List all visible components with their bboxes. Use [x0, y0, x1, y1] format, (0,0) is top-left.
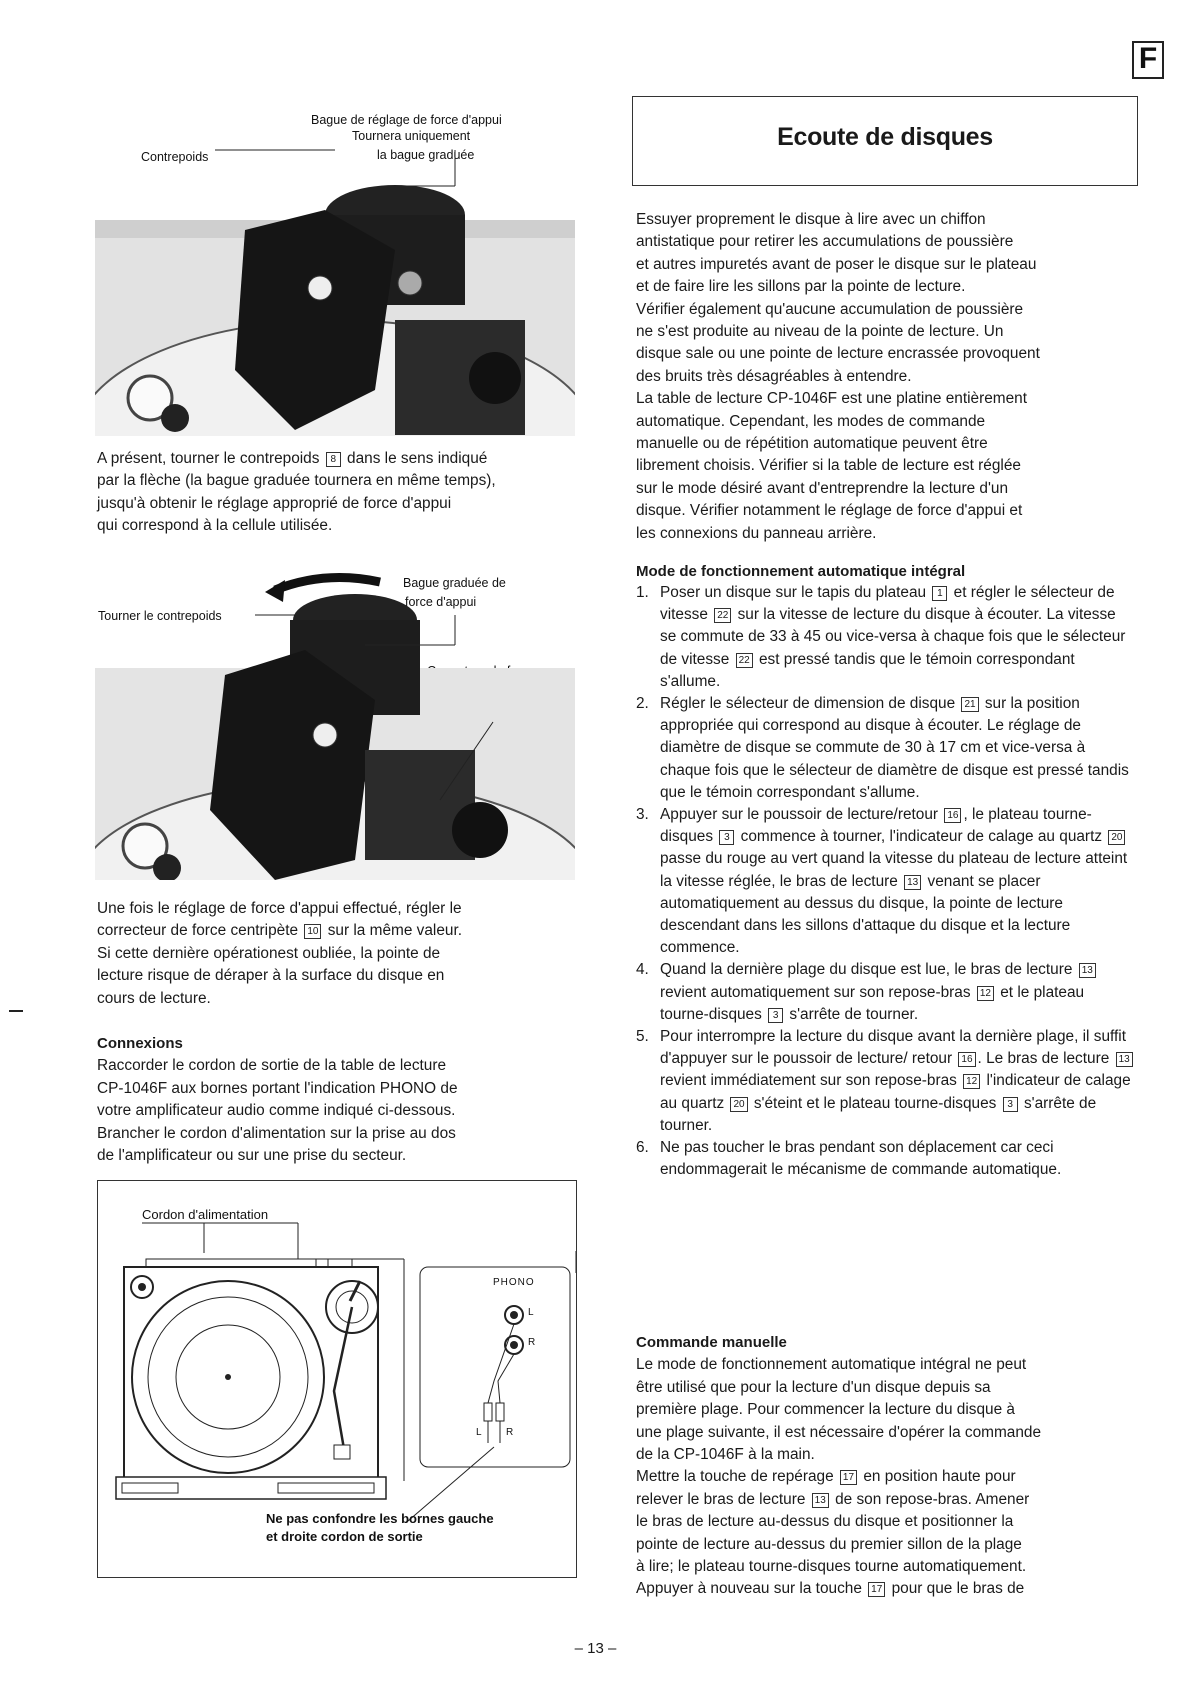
manual-section: Commande manuelle Le mode de fonctionnement automatique intégral ne peut être utilisé que pour la lecture d'un disque depuis sa première plage. Pour commencer la lecture du disque à une plage suivante, il est nécessaire d'opérer la commande de la CP-1046F à la main. Mettre la touche de repérage 17 en position haute pour relever le bras de lecture 13 de son repose-bras. Amener le bras de lecture au-dessus du disque et positionner la pointe de lecture au-dessus du premier sillon de la plage à lire; le plateau tourne-disques tourne automatiquement. Appuyer à nouveau sur la touche 17 pour que le bras de [636, 1332, 1156, 1601]
ref-10: 10 [304, 924, 321, 939]
connection-diagram [97, 1180, 577, 1578]
photo1-label-left: Contrepoids [141, 150, 209, 164]
auto-mode-steps [636, 582, 1136, 1181]
title-box [632, 96, 1138, 186]
phono-r-label: R [528, 1337, 536, 1348]
connexions-heading: Connexions [97, 1035, 183, 1052]
manual-heading: Commande manuelle [636, 1334, 787, 1351]
language-badge: F [1132, 41, 1164, 79]
step-2: 2. Régler le sélecteur de dimension de disque 21 sur la position appropriée qui correspond au disque à écouter. Le réglage de diamètre de disque se commute de 30 à 17 cm et vice-versa à chaque fois que le sélecteur de diamètre de disque est pressé tandis que le témoin correspondant s'allume. [636, 695, 1129, 801]
photo2-label-right1: Bague graduée de [403, 576, 506, 590]
diagram-note-line2: et droite cordon de sortie [266, 1529, 423, 1544]
photo1-label-top1: Bague de réglage de force d'appui [311, 113, 502, 127]
page-title: Ecoute de disques [777, 123, 993, 151]
diagram-note-line1: Ne pas confondre les bornes gauche [266, 1511, 494, 1526]
auto-mode-heading: Mode de fonctionnement automatique intégral [636, 563, 966, 580]
step-5: 5. Pour interrompre la lecture du disque avant la dernière plage, il suffit d'appuyer sur le poussoir de lecture/ retour 16 . Le bras de lecture 13 revient immédiatement sur son repose-bras 12 l'indicateur de calage au quartz 20 s'éteint et le plateau tourne-disques 3 s'arrête de tourner. [636, 1026, 1136, 1137]
plug-r-label: R [506, 1427, 514, 1438]
step-4: 4. Quand la dernière plage du disque est lue, le bras de lecture 13 revient automatiquement sur son repose-bras 12 et le plateau tourne-disques 3 s'arrête de tourner. [636, 959, 1136, 1026]
photo2-caption: Une fois le réglage de force d'appui effectué, régler le correcteur de force centripète 10 sur la même valeur. Si cette dernière opérationest oubliée, la pointe de lecture risque de déraper à la surface du disque en cours de lecture. [97, 900, 463, 1007]
photo-centripetal-corrector [95, 560, 575, 880]
photo1-label-top3: la bague graduée [377, 148, 475, 162]
photo-counterweight [95, 140, 575, 436]
intro-paragraph: Essuyer proprement le disque à lire avec un chiffon antistatique pour retirer les accumulations de poussière et autres impuretés avant de poser le disque sur le plateau et de faire lire les sillons par la pointe de lecture. Vérifier également qu'aucune accumulation de poussière ne s'est produite au niveau de la pointe de lecture. Un disque sale ou une pointe de lecture encrassée provoquent des bruits très désagréables à entendre. La table de lecture CP-1046F est une platine entièrement automatique. Cependant, les modes de commande manuelle ou de répétition automatique peuvent être librement choisis. Vérifier si la table de lecture est réglée sur le mode désiré avant d'entreprendre la lecture d'un disque. Vérifier notamment le réglage de force d'appui et les connexions du panneau arrière. [636, 211, 1040, 542]
margin-mark [9, 1010, 23, 1012]
photo2-label-right2: force d'appui [405, 595, 477, 609]
ref-8: 8 [326, 452, 341, 467]
power-cord-label: Cordon d'alimentation [142, 1207, 269, 1222]
photo1-caption: A présent, tourner le contrepoids 8 dans le sens indiqué par la flèche (la bague graduée tournera en même temps), jusqu'à obtenir le réglage approprié de force d'appui qui correspond à la cellule utilisée. [97, 450, 496, 535]
page-number: – 13 – [574, 1640, 617, 1657]
auto-mode-section [636, 562, 1136, 1181]
phono-label: PHONO [493, 1277, 535, 1288]
photo1-label-top2: Tournera uniquement [352, 129, 471, 143]
photo2-label-left: Tourner le contrepoids [98, 609, 222, 623]
phono-l-label: L [528, 1307, 534, 1318]
step-3: 3. Appuyer sur le poussoir de lecture/retour 16 , le plateau tourne-disques 3 commence à tourner, l'indicateur de calage au quartz 20 passe du rouge au vert quand la vitesse du plateau de lecture atteint la vitesse réglée, le bras de lecture 13 venant se placer automatiquement au dessus du disque, la pointe de lecture descendant dans les sillons d'attaque du disque et la lecture commence. [636, 806, 1128, 957]
step-1: 1. Poser un disque sur le tapis du plateau 1 et régler le sélecteur de vitesse 22 sur la vitesse de lecture du disque à écouter. La vitesse se commute de 33 à 45 ou vice-versa à chaque fois que le sélecteur de vitesse 22 est pressé tandis que le témoin correspondant s'allume. [636, 584, 1126, 690]
connexions-section: Connexions Raccorder le cordon de sortie de la table de lecture CP-1046F aux bornes portant l'indication PHONO de votre amplificateur audio comme indiqué ci-dessous. Brancher le cordon d'alimentation sur la prise au dos de l'amplificateur ou sur une prise du secteur. [97, 1033, 577, 1167]
plug-l-label: L [476, 1427, 482, 1438]
step-6: 6. Ne pas toucher le bras pendant son déplacement car ceci endommagerait le mécanisme de commande automatique. [636, 1139, 1062, 1179]
